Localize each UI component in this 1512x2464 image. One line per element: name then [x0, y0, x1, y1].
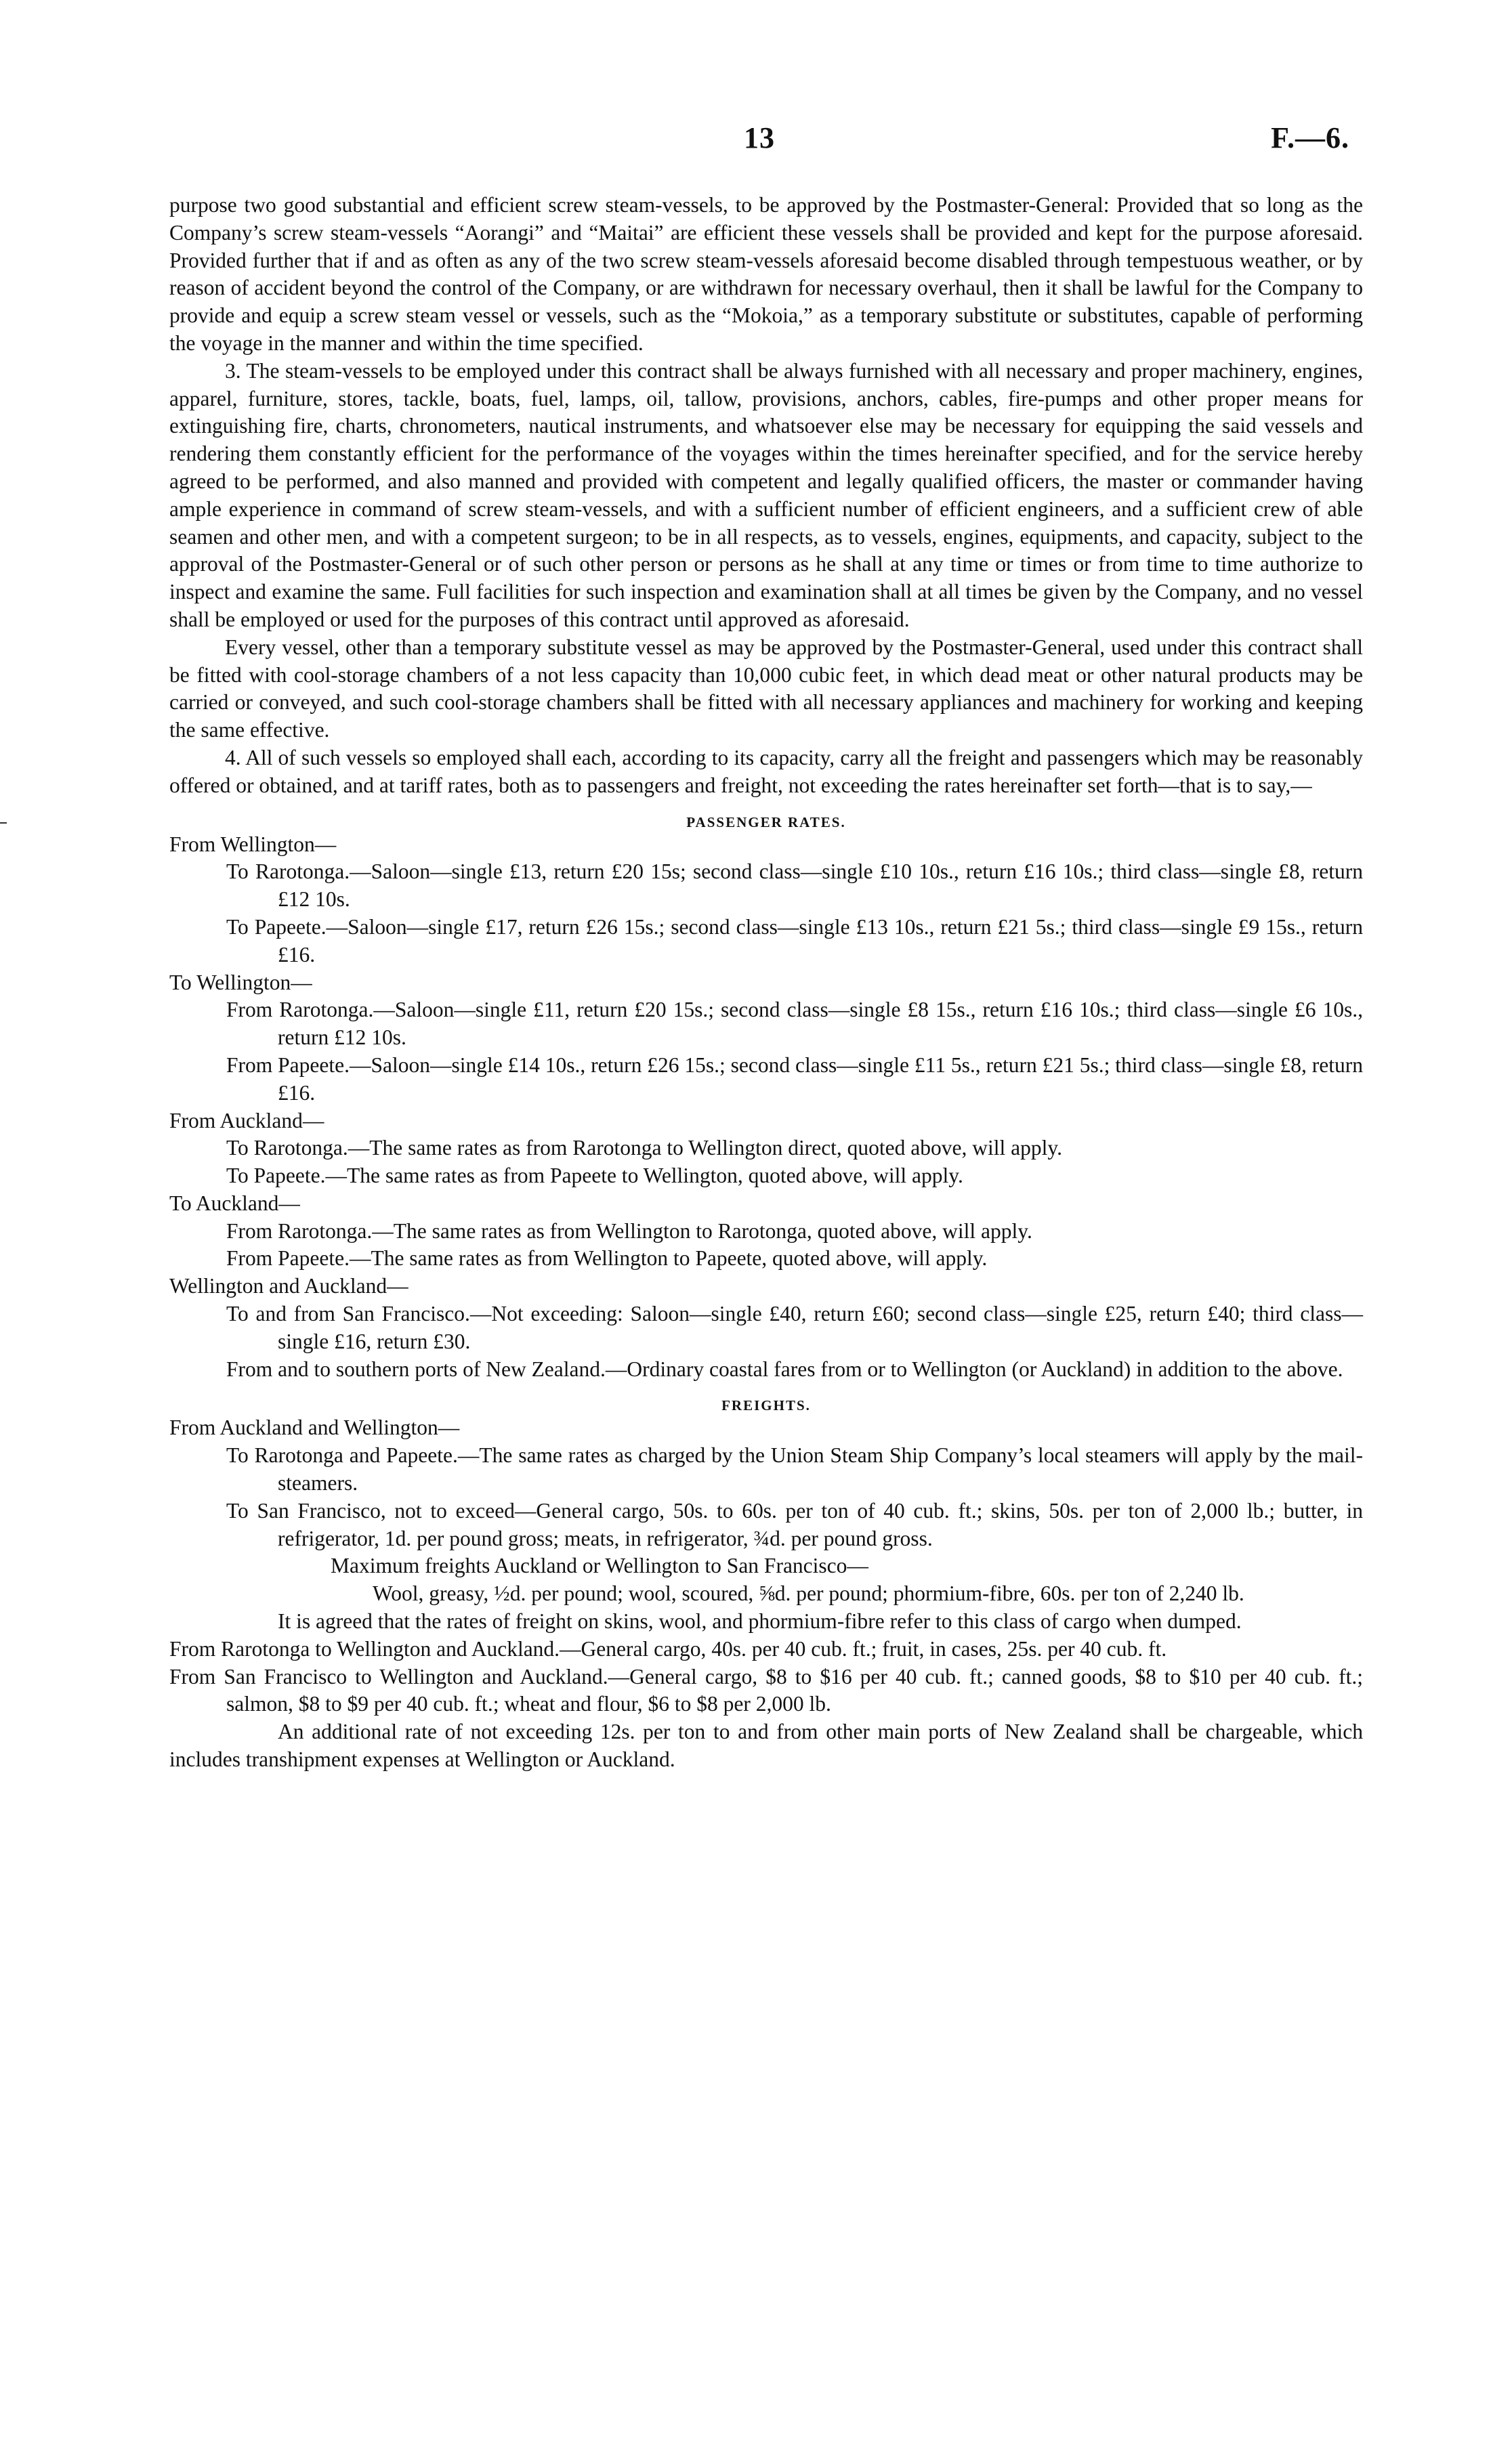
rate-auckland-to-rarotonga: To Rarotonga.—The same rates as from Rarotonga to Wellington direct, quoted above, will apply. — [226, 1136, 1062, 1160]
section-title-passenger-rates: PASSENGER RATES. — [686, 813, 846, 830]
freight-agreed-note: It is agreed that the rates of freight on skins, wool, and phormium-fibre refer to this class of cargo when dumped. — [278, 1609, 1242, 1634]
paragraph-4: 4. All of such vessels so employed shall each, according to its capacity, carry all the freight and passengers which may be reasonably offered or obtained, and at tariff rates, both as to passengers and freight, not exceeding the rates hereinafter set forth—that is to say,— — [169, 745, 1363, 797]
rate-papeete-to-auckland: From Papeete.—The same rates as from Wellington to Papeete, quoted above, will apply. — [226, 1246, 988, 1271]
group-to-auckland: To Auckland— — [169, 1191, 300, 1215]
rate-rarotonga-to-wellington: From Rarotonga.—Saloon—single £11, return £20 15s.; second class—single £8 15s., return £16 10s.; third class—single £6 10s., return £12 10s. — [226, 998, 1363, 1050]
document-reference: F.—6. — [1271, 121, 1349, 154]
page-number: 13 — [744, 121, 775, 154]
group-from-auckland-and-wellington: From Auckland and Wellington— — [169, 1416, 460, 1440]
freight-maximum-heading: Maximum freights Auckland or Wellington to San Francisco— — [331, 1554, 868, 1578]
section-title-freights: FREIGHTS. — [721, 1397, 811, 1414]
freight-to-san-francisco: To San Francisco, not to exceed—General cargo, 50s. to 60s. per ton of 40 cub. ft.; skins, 50s. per ton of 2,000 lb.; butter, in refrigerator, 1d. per pound gross; meats, in refrigerator, ¾d. per pound gross. — [226, 1498, 1363, 1550]
freight-from-rarotonga: From Rarotonga to Wellington and Auckland.—General cargo, 40s. per 40 cub. ft.; fruit, in cases, 25s. per 40 cub. ft. — [169, 1636, 1167, 1661]
group-from-wellington: From Wellington— — [169, 832, 337, 856]
group-to-wellington: To Wellington— — [169, 970, 312, 994]
page-header — [169, 121, 1349, 161]
freight-rarotonga-papeete: To Rarotonga and Papeete.—The same rates as charged by the Union Steam Ship Company’s local steamers will apply by the mail-steamers. — [226, 1443, 1363, 1495]
group-wellington-and-auckland: Wellington and Auckland— — [169, 1274, 408, 1298]
rate-southern-ports: From and to southern ports of New Zealand.—Ordinary coastal fares from or to Wellington (or Auckland) in addition to the above. — [226, 1357, 1343, 1381]
document-body — [169, 192, 1363, 1774]
rate-rarotonga-to-auckland: From Rarotonga.—The same rates as from Wellington to Rarotonga, quoted above, will apply. — [226, 1218, 1032, 1243]
paragraph-every-vessel: Every vessel, other than a temporary substitute vessel as may be approved by the Postmaster-General, used under this contract shall be fitted with cool-storage chambers of a not less capacity than 10,000 cubic feet, in which dead meat or other natural products may be carried or conveyed, and such cool-storage chambers shall be fitted with all necessary appliances and machinery for working and keeping the same effective. — [169, 635, 1363, 742]
freight-from-san-francisco: From San Francisco to Wellington and Auckland.—General cargo, $8 to $16 per 40 cub. ft.; canned goods, $8 to $10 per 40 cub. ft.; salmon, $8 to $9 per 40 cub. ft.; wheat and flour, $6 to $8 per 2,000 lb. — [169, 1664, 1363, 1716]
group-from-auckland: From Auckland— — [169, 1108, 324, 1132]
passenger-rates-section — [169, 813, 1363, 1384]
freight-wool: Wool, greasy, ½d. per pound; wool, scoured, ⅝d. per pound; phormium-fibre, 60s. per ton of 2,240 lb. — [373, 1581, 1244, 1606]
rate-san-francisco: To and from San Francisco.—Not exceeding: Saloon—single £40, return £60; second class—single £25, return £40; third class—single £16, return £30. — [226, 1302, 1363, 1353]
rate-wellington-to-papeete: To Papeete.—Saloon—single £17, return £26 15s.; second class—single £13 10s., return £21 5s.; third class—single £9 15s., return £16. — [226, 914, 1363, 967]
rate-wellington-to-rarotonga: To Rarotonga.—Saloon—single £13, return £20 15s; second class—single £10 10s., return £16 10s.; third class—single £8, return £12 10s. — [226, 859, 1363, 912]
paragraph-intro: purpose two good substantial and efficient screw steam-vessels, to be approved by the Postmaster-General: Provided that so long as the Company’s screw steam-vessels “Aorangi” and “Maitai” are efficient these vessels shall be provided and kept for the purpose aforesaid. Provided further that if and as often as any of the two screw steam-vessels aforesaid become disabled through tempestuous weather, or by reason of accident beyond the control of the Company, or are withdrawn for necessary overhaul, then it shall be lawful for the Company to provide and equip a screw steam vessel or vessels, such as the “Mokoia,” as a temporary substitute or substitutes, capable of performing the voyage in the manner and within the time specified. — [169, 193, 1363, 355]
paragraph-3: 3. The steam-vessels to be employed under this contract shall be always furnished with all necessary and proper machinery, engines, apparel, furniture, stores, tackle, boats, fuel, lamps, oil, tallow, provisions, anchors, cables, fire-pumps and other proper means for extinguishing fire, charts, chronometers, nautical instruments, and whatsoever else may be necessary for equipping the said vessels and rendering them constantly efficient for the performance of the voyages within the times hereinafter specified, and for the service hereby agreed to be performed, and also manned and provided with competent and legally qualified officers, the master or commander having ample experience in command of screw steam-vessels, and with a sufficient number of efficient engineers, and a sufficient crew of able seamen and other men, and with a competent surgeon; to be in all respects, as to vessels, engines, equipments, and capacity, subject to the approval of the Postmaster-General or of such other person or persons as he shall at any time or times or from time to time authorize to inspect and examine the same. Full facilities for such inspection and examination shall at all times be given by the Company, and no vessel shall be employed or used for the purposes of this contract until approved as aforesaid. — [169, 358, 1363, 631]
freight-additional-rate: An additional rate of not exceeding 12s. per ton to and from other main ports of New Zealand shall be chargeable, which includes transhipment expenses at Wellington or Auckland. — [169, 1720, 1363, 1772]
freights-section — [169, 1397, 1363, 1773]
rate-papeete-to-wellington: From Papeete.—Saloon—single £14 10s., return £26 15s.; second class—single £11 5s., return £21 5s.; third class—single £8, return £16. — [226, 1053, 1363, 1105]
margin-mark — [0, 822, 7, 824]
rate-auckland-to-papeete: To Papeete.—The same rates as from Papeete to Wellington, quoted above, will apply. — [226, 1164, 963, 1188]
